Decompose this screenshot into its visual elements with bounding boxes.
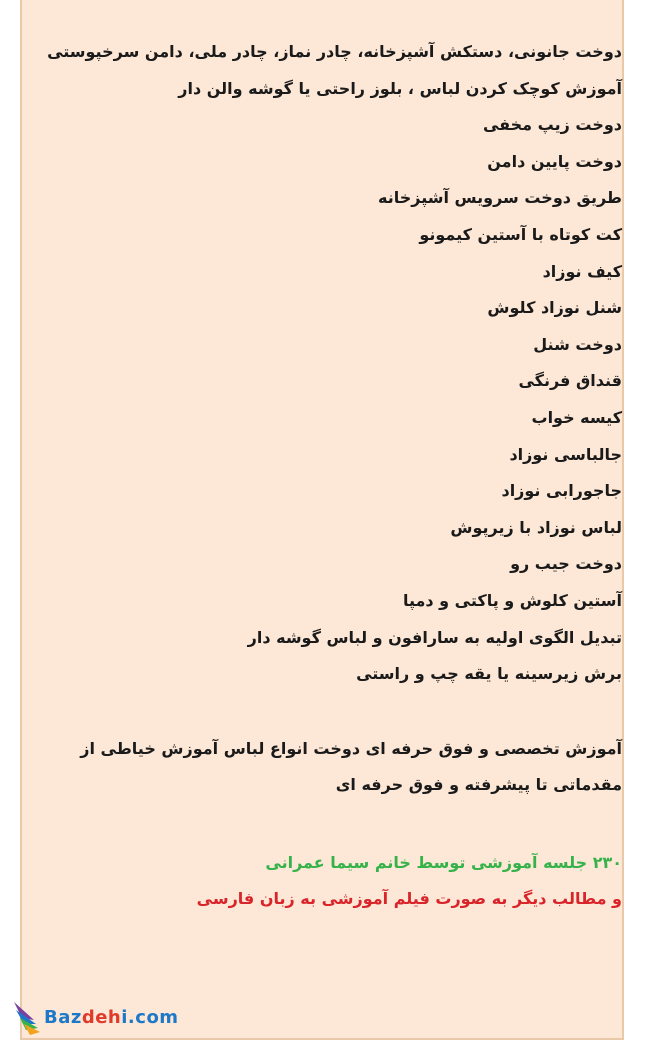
topic-item: آموزش کوچک کردن لباس ، بلوز راحتی یا گوشه والن دار — [178, 78, 622, 98]
topic-item: آستین کلوش و پاکتی و دمپا — [402, 590, 622, 610]
course-topics — [47, 34, 622, 917]
extra-line: و مطالب دیگر به صورت فیلم آموزشی به زبان فارسی — [196, 888, 622, 908]
topic-item: تبدیل الگوی اولیه به سارافون و لباس گوشه دار — [247, 627, 622, 647]
topic-item: دوخت جیب رو — [510, 554, 622, 574]
logo-part-2: deh — [81, 1006, 122, 1028]
topic-list — [47, 34, 622, 693]
topic-item: شنل نوزاد کلوش — [487, 298, 622, 318]
topic-item: لباس نوزاد با زیرپوش — [450, 517, 622, 537]
topic-item: کیف نوزاد — [542, 261, 622, 281]
course-description: آموزش تخصصی و فوق حرفه ای دوخت انواع لباس آموزش خیاطی از مقدماتی تا پیشرفته و فوق حرفه ای — [80, 738, 622, 794]
logo-text — [44, 1007, 179, 1028]
topic-item: دوخت شنل — [533, 334, 622, 354]
topic-item: دوخت جانونی، دستکش آشپزخانه، چادر نماز، چادر ملی، دامن سرخپوستی — [47, 42, 622, 61]
topic-item: دوخت زیپ مخفی — [482, 115, 622, 135]
topic-item: کت کوتاه با آستین کیمونو — [419, 224, 622, 244]
topic-item: طریق دوخت سرویس آشپزخانه — [378, 188, 622, 208]
bazdehi-logo[interactable] — [12, 994, 202, 1040]
sessions-line: ۲۳۰ جلسه آموزشی توسط خانم سیما عمرانی — [265, 852, 622, 872]
logo-part-3: i.com — [121, 1006, 179, 1028]
topic-item: جاجورابی نوزاد — [501, 481, 622, 501]
topic-item: قنداق فرنگی — [518, 371, 622, 391]
topic-item: کیسه خواب — [531, 407, 622, 427]
topic-item: جالباسی نوزاد — [509, 444, 622, 464]
topic-item: دوخت پایین دامن — [487, 151, 622, 171]
topic-item: برش زیرسینه یا یقه چپ و راستی — [356, 664, 622, 684]
bird-icon — [12, 998, 42, 1036]
logo-part-1: Baz — [44, 1006, 82, 1028]
